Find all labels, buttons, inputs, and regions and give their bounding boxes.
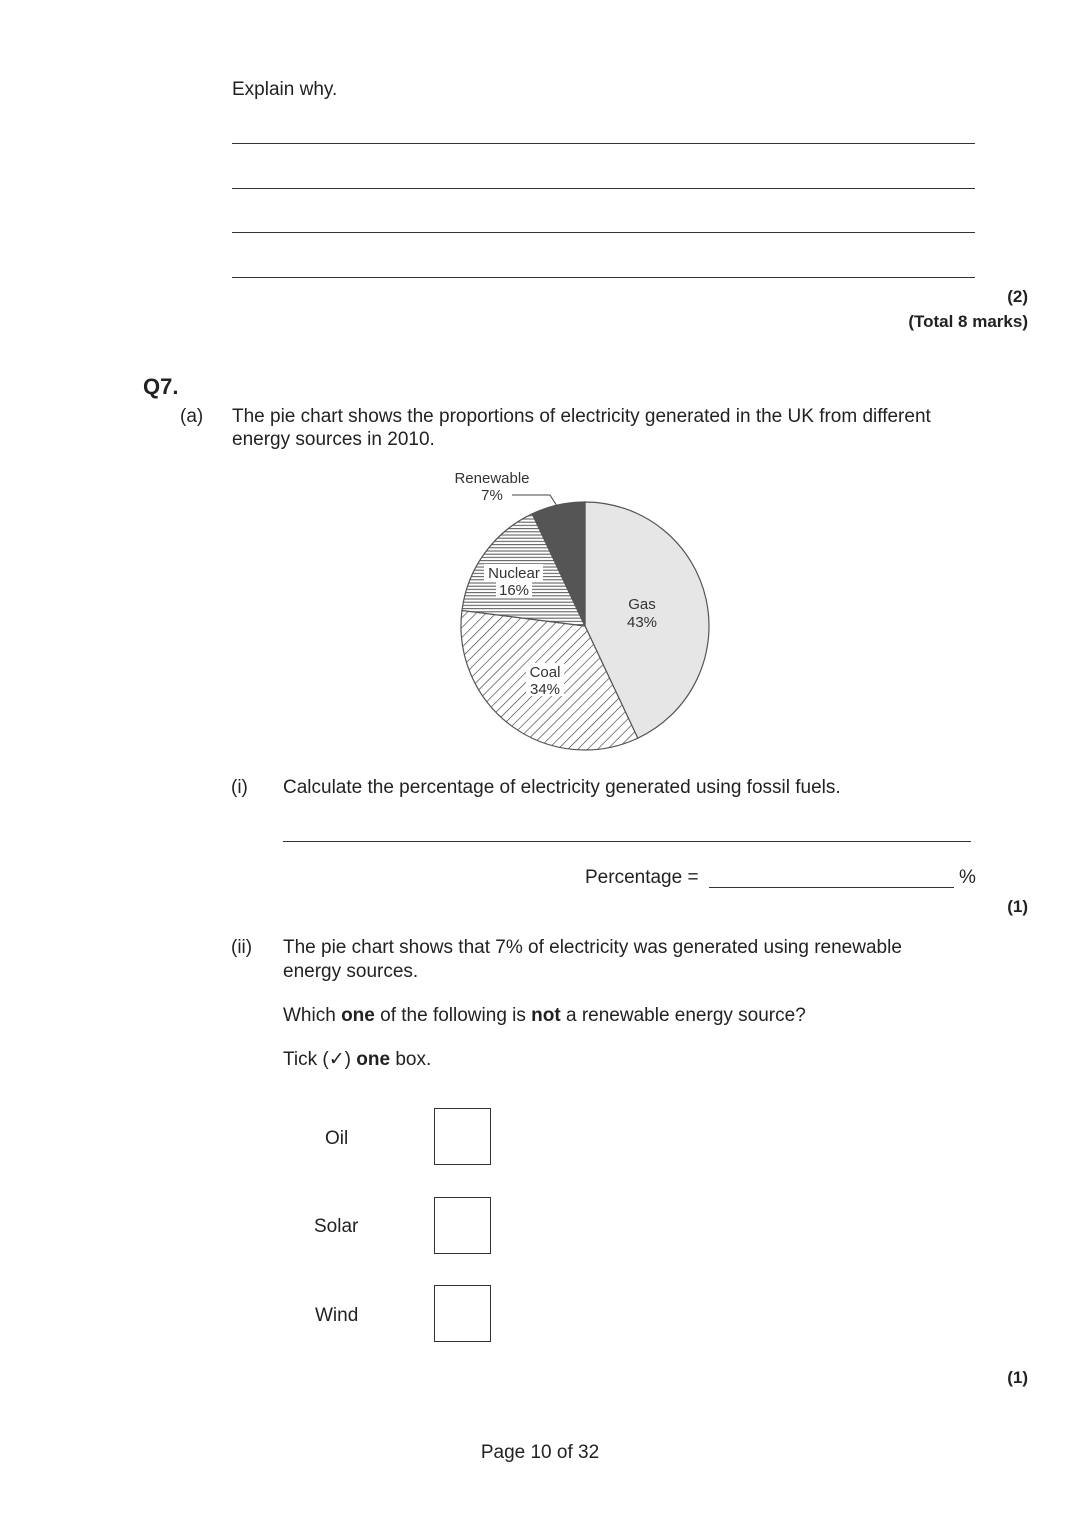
answer-line-3[interactable] xyxy=(232,232,975,233)
part-ii-text-line2: energy sources. xyxy=(283,961,419,982)
part-ii-text-line1: The pie chart shows that 7% of electricity was generated using renewable xyxy=(283,937,902,958)
percent-unit: % xyxy=(959,867,976,888)
renewable-value: 7% xyxy=(481,487,503,504)
part-a-text-line2: energy sources in 2010. xyxy=(232,429,435,450)
gas-label: Gas xyxy=(628,596,656,613)
gas-value: 43% xyxy=(626,614,658,631)
total-marks: (Total 8 marks) xyxy=(908,312,1028,331)
part-ii-question: Which one of the following is not a renewable energy source? xyxy=(283,1005,806,1026)
part-i-label: (i) xyxy=(231,777,248,798)
answer-line-1[interactable] xyxy=(232,143,975,144)
part-ii-label: (ii) xyxy=(231,937,253,958)
part-a-label: (a) xyxy=(180,406,204,427)
page-number: Page 10 of 32 xyxy=(480,1442,600,1463)
coal-value: 34% xyxy=(529,681,561,698)
option-wind-label: Wind xyxy=(315,1305,359,1326)
part-a-text-line1: The pie chart shows the proportions of electricity generated in the UK from different xyxy=(232,406,931,427)
part-i-marks: (1) xyxy=(1007,897,1028,916)
part-i-text: Calculate the percentage of electricity generated using fossil fuels. xyxy=(283,777,841,798)
answer-line-2[interactable] xyxy=(232,188,975,189)
tick-mark-icon: ✓ xyxy=(328,1049,345,1070)
option-oil-checkbox[interactable] xyxy=(434,1108,491,1165)
option-solar-label: Solar xyxy=(314,1216,359,1237)
percentage-label: Percentage = xyxy=(585,867,699,888)
option-oil-label: Oil xyxy=(325,1128,349,1149)
renewable-label: Renewable xyxy=(454,470,530,487)
tick-instruction: Tick (✓) one box. xyxy=(283,1049,432,1070)
marks-2: (2) xyxy=(1007,287,1028,306)
explain-prompt: Explain why. xyxy=(232,79,338,100)
percentage-answer-line[interactable] xyxy=(709,887,954,888)
part-ii-marks: (1) xyxy=(1007,1368,1028,1387)
pie-chart xyxy=(440,460,740,760)
working-line[interactable] xyxy=(283,841,971,842)
answer-line-4[interactable] xyxy=(232,277,975,278)
nuclear-value: 16% xyxy=(498,582,530,599)
option-wind-checkbox[interactable] xyxy=(434,1285,491,1342)
nuclear-label: Nuclear xyxy=(488,565,540,582)
coal-label: Coal xyxy=(529,664,561,681)
renewable-leader-line xyxy=(512,495,557,506)
option-solar-checkbox[interactable] xyxy=(434,1197,491,1254)
question-number: Q7. xyxy=(143,374,179,399)
